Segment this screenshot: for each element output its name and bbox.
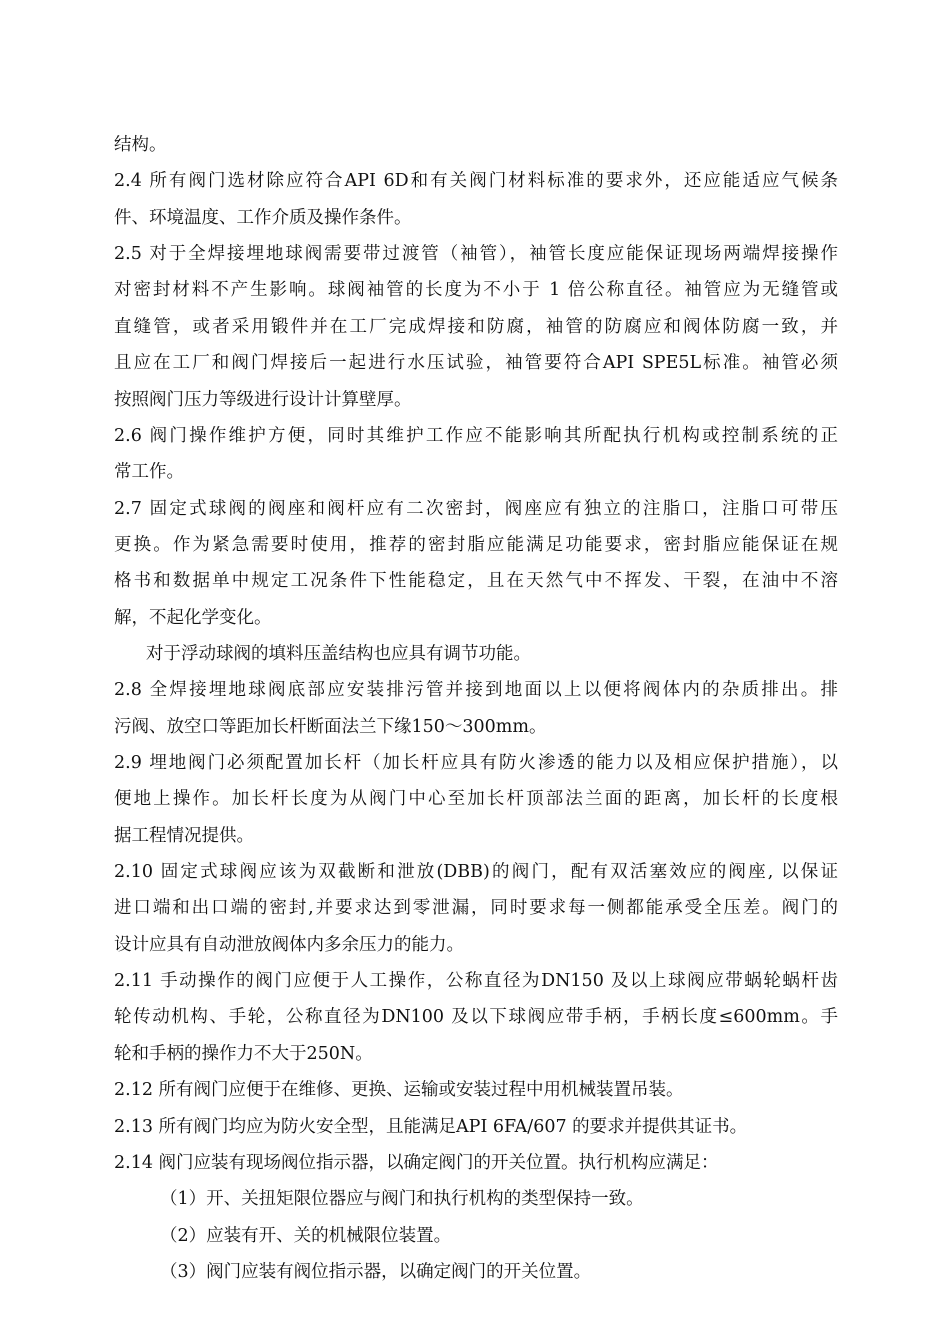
document-text-line: 2.10 固定式球阀应该为双截断和泄放(DBB)的阀门，配有双活塞效应的阀座, 以保证 <box>114 862 838 882</box>
document-text-line: （1）开、关扭矩限位器应与阀门和执行机构的类型保持一致。 <box>160 1189 644 1210</box>
document-text-line: 2.6 阀门操作维护方便，同时其维护工作应不能影响其所配执行机构或控制系统的正 <box>114 425 838 446</box>
document-text-line: （2）应装有开、关的机械限位装置。 <box>160 1225 452 1246</box>
document-text-line: 2.9 埋地阀门必须配置加长杆（加长杆应具有防火渗透的能力以及相应保护措施），以 <box>114 753 838 773</box>
document-text-line: 轮传动机构、手轮，公称直径为DN100 及以下球阀应带手柄，手柄长度≤600mm。手 <box>114 1007 838 1028</box>
document-text-line: 2.12 所有阀门应便于在维修、更换、运输或安装过程中用机械装置吊装。 <box>114 1080 684 1101</box>
document-text-line: 2.14 阀门应装有现场阀位指示器，以确定阀门的开关位置。执行机构应满足： <box>114 1152 719 1173</box>
document-text-line: 更换。作为紧急需要时使用，推荐的密封脂应能满足功能要求，密封脂应能保证在规 <box>114 534 838 555</box>
document-text-line: （3）阀门应装有阀位指示器，以确定阀门的开关位置。 <box>160 1261 592 1282</box>
document-text-line: 结构。 <box>114 135 167 155</box>
document-text-line: 对密封材料不产生影响。球阀袖管的长度为不小于 1 倍公称直径。袖管应为无缝管或 <box>114 280 838 301</box>
document-text-line: 轮和手柄的操作力不大于250N。 <box>114 1043 373 1064</box>
document-text-line: 对于浮动球阀的填料压盖结构也应具有调节功能。 <box>146 643 531 664</box>
document-text-line: 按照阀门压力等级进行设计计算壁厚。 <box>114 389 412 410</box>
document-text-line: 件、环境温度、工作介质及操作条件。 <box>114 207 412 228</box>
document-text-line: 进口端和出口端的密封,并要求达到零泄漏，同时要求每一侧都能承受全压差。阀门的 <box>114 898 838 919</box>
document-text-line: 2.5 对于全焊接埋地球阀需要带过渡管（袖管），袖管长度应能保证现场两端焊接操作 <box>114 244 838 265</box>
document-text-line: 且应在工厂和阀门焊接后一起进行水压试验，袖管要符合API SPE5L标准。袖管必须 <box>114 353 838 374</box>
document-text-line: 设计应具有自动泄放阀体内多余压力的能力。 <box>114 934 464 955</box>
document-text-line: 2.8 全焊接埋地球阀底部应安装排污管并接到地面以上以便将阀体内的杂质排出。排 <box>114 680 838 701</box>
document-text-line: 污阀、放空口等距加长杆断面法兰下缘150～300mm。 <box>114 716 547 737</box>
document-text-line: 2.4 所有阀门选材除应符合API 6D和有关阀门材料标准的要求外，还应能适应气候条 <box>114 171 838 192</box>
document-text-line: 解，不起化学变化。 <box>114 607 272 628</box>
document-text-line: 常工作。 <box>114 462 184 483</box>
document-text-line: 2.7 固定式球阀的阀座和阀杆应有二次密封，阀座应有独立的注脂口，注脂口可带压 <box>114 498 838 519</box>
document-text-line: 便地上操作。加长杆长度为从阀门中心至加长杆顶部法兰面的距离，加长杆的长度根 <box>114 789 838 810</box>
document-text-line: 格书和数据单中规定工况条件下性能稳定，且在天然气中不挥发、干裂，在油中不溶 <box>114 571 838 592</box>
document-text-line: 据工程情况提供。 <box>114 825 254 846</box>
document-text-line: 2.11 手动操作的阀门应便于人工操作，公称直径为DN150 及以上球阀应带蜗轮蜗杆齿 <box>114 971 838 992</box>
document-text-line: 2.13 所有阀门均应为防火安全型，且能满足API 6FA/607 的要求并提供其证书。 <box>114 1116 748 1137</box>
document-text-line: 直缝管，或者采用锻件并在工厂完成焊接和防腐，袖管的防腐应和阀体防腐一致，并 <box>114 316 838 337</box>
